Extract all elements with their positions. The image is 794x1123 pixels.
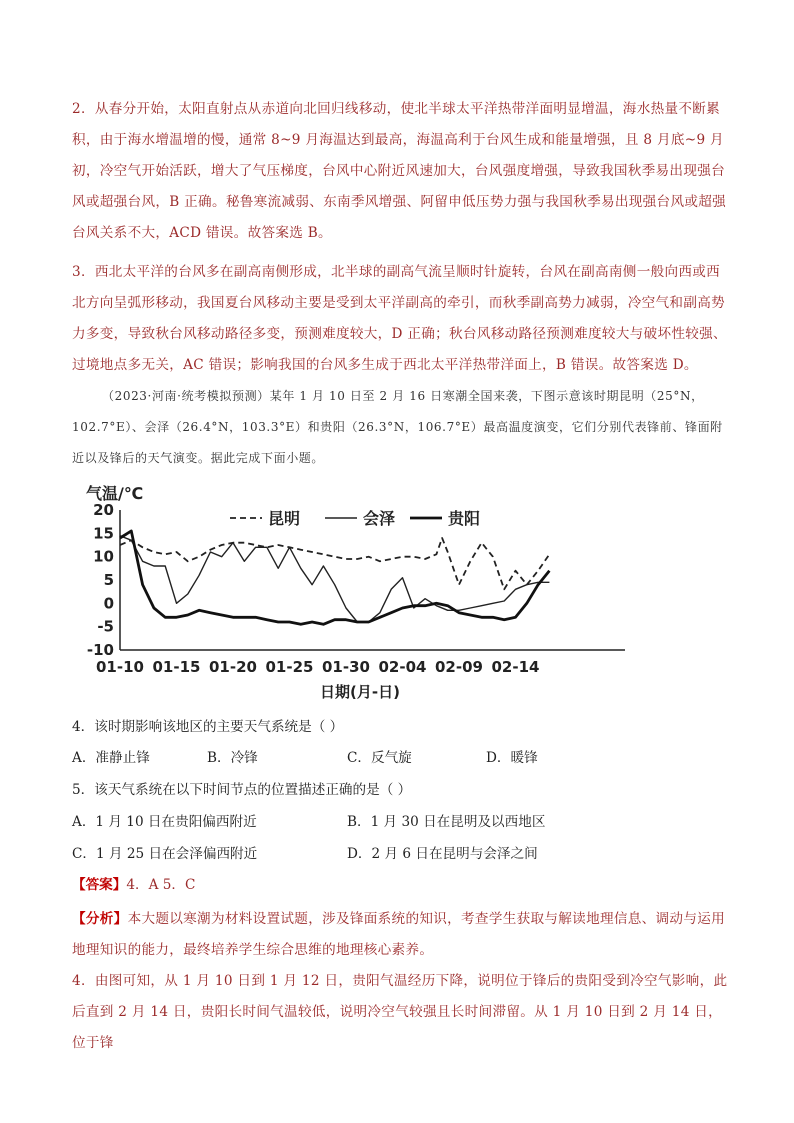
x-axis-label: 日期(月-日) <box>320 683 400 701</box>
analysis-block <box>72 904 730 966</box>
q5-option-a: A．1 月 10 日在贵阳偏西附近 <box>72 814 257 830</box>
q5-option-b: B．1 月 30 日在昆明及以西地区 <box>347 814 546 830</box>
q4-option-d: D．暖锋 <box>486 750 538 766</box>
answer-tag: 【答案】 <box>72 877 127 893</box>
explanation-4: 4．由图可知，从 1 月 10 日到 1 月 12 日，贵阳气温经历下降，说明位于锋后的贵阳受到冷空气影响，此后直到 2 月 14 日，贵阳长时间气温较低，说明冷空气较强且长时间滞留。从 1 月 10 日到 2 月 14 日，位于锋 <box>72 973 728 1051</box>
answer-text: 4．A 5．C <box>126 877 196 893</box>
y-ticks <box>87 501 114 659</box>
x-tick-label: 02-04 <box>378 658 427 676</box>
legend <box>230 509 480 528</box>
y-tick-label: 5 <box>103 571 114 589</box>
x-tick-label: 01-30 <box>322 658 370 676</box>
question-intro: （2023·河南·统考模拟预测）某年 1 月 10 日至 2 月 16 日寒潮全国来袭，下图示意该时期昆明（25°N，102.7°E）、会泽（26.4°N，103.3°E）和贵阳（26.3°N，106.7°E）最高温度演变，它们分别代表锋前、锋面附近以及锋后的天气演变。据此完成下面小题。 <box>72 389 723 465</box>
x-tick-label: 01-10 <box>96 658 144 676</box>
y-tick-label: 20 <box>93 501 114 519</box>
explanation-3: 3．西北太平洋的台风多在副高南侧形成，北半球的副高气流呈顺时针旋转，台风在副高南侧一般向西或西北方向呈弧形移动，我国夏台风移动主要是受到太平洋副高的牵引，而秋季副高势力减弱，冷空气和副高势力多变，导致秋台风移动路径多变，预测难度较大，D 正确；秋台风移动路径预测难度较大与破坏性较强、过境地点多无关，AC 错误；影响我国的台风多生成于西北太平洋热带洋面上，B 错误。故答案选 D。 <box>72 264 727 373</box>
y-axis-label: 气温/℃ <box>86 484 144 503</box>
x-tick-label: 02-09 <box>435 658 483 676</box>
q4-option-b: B．冷锋 <box>207 750 258 766</box>
analysis-tag: 【分析】 <box>72 911 128 927</box>
question-4-stem: 4．该时期影响该地区的主要天气系统是（ ） <box>72 719 344 735</box>
q5-option-c: C．1 月 25 日在会泽偏西附近 <box>72 846 258 862</box>
q5-option-d: D．2 月 6 日在昆明与会泽之间 <box>347 846 538 862</box>
series-group <box>120 531 549 624</box>
y-tick-label: -5 <box>97 617 114 636</box>
x-tick-label: 02-14 <box>491 658 540 676</box>
x-tick-label: 01-25 <box>265 658 314 676</box>
x-tick-label: 01-15 <box>152 658 201 676</box>
q4-option-a: A．准静止锋 <box>72 750 150 766</box>
x-ticks <box>96 658 539 676</box>
answer-line <box>72 875 195 895</box>
series-line-昆明 <box>120 538 549 589</box>
legend-label: 昆明 <box>268 509 301 528</box>
explanation-2: 2．从春分开始，太阳直射点从赤道向北回归线移动，使北半球太平洋热带洋面明显增温，海水热量不断累积，由于海水增温增的慢，通常 8~9 月海温达到最高，海温高利于台风生成和能量增强，且 8 月底~9 月初，冷空气开始活跃，增大了气压梯度，台风中心附近风速加大，台风强度增强，导致我国秋季易出现强台风或超强台风，B 正确。秘鲁寒流减弱、东南季风增强、阿留申低压势力强与我国秋季易出现强台风或超强台风关系不大，ACD 错误。故答案选 B。 <box>72 101 727 241</box>
x-tick-label: 01-20 <box>209 658 257 676</box>
legend-label: 贵阳 <box>448 509 481 528</box>
analysis-text: 本大题以寒潮为材料设置试题，涉及锋面系统的知识，考查学生获取与解读地理信息、调动与运用地理知识的能力，最终培养学生综合思维的地理核心素养。 <box>72 911 726 958</box>
temperature-chart <box>80 478 640 710</box>
y-tick-label: 10 <box>93 547 114 566</box>
legend-label: 会泽 <box>363 509 396 528</box>
y-tick-label: 0 <box>103 594 114 613</box>
series-line-贵阳 <box>120 531 549 624</box>
q4-option-c: C．反气旋 <box>347 750 412 766</box>
y-tick-label: -10 <box>86 641 114 659</box>
y-tick-label: 15 <box>93 524 114 543</box>
series-line-会泽 <box>120 536 549 622</box>
question-5-stem: 5．该天气系统在以下时间节点的位置描述正确的是（ ） <box>72 782 412 798</box>
